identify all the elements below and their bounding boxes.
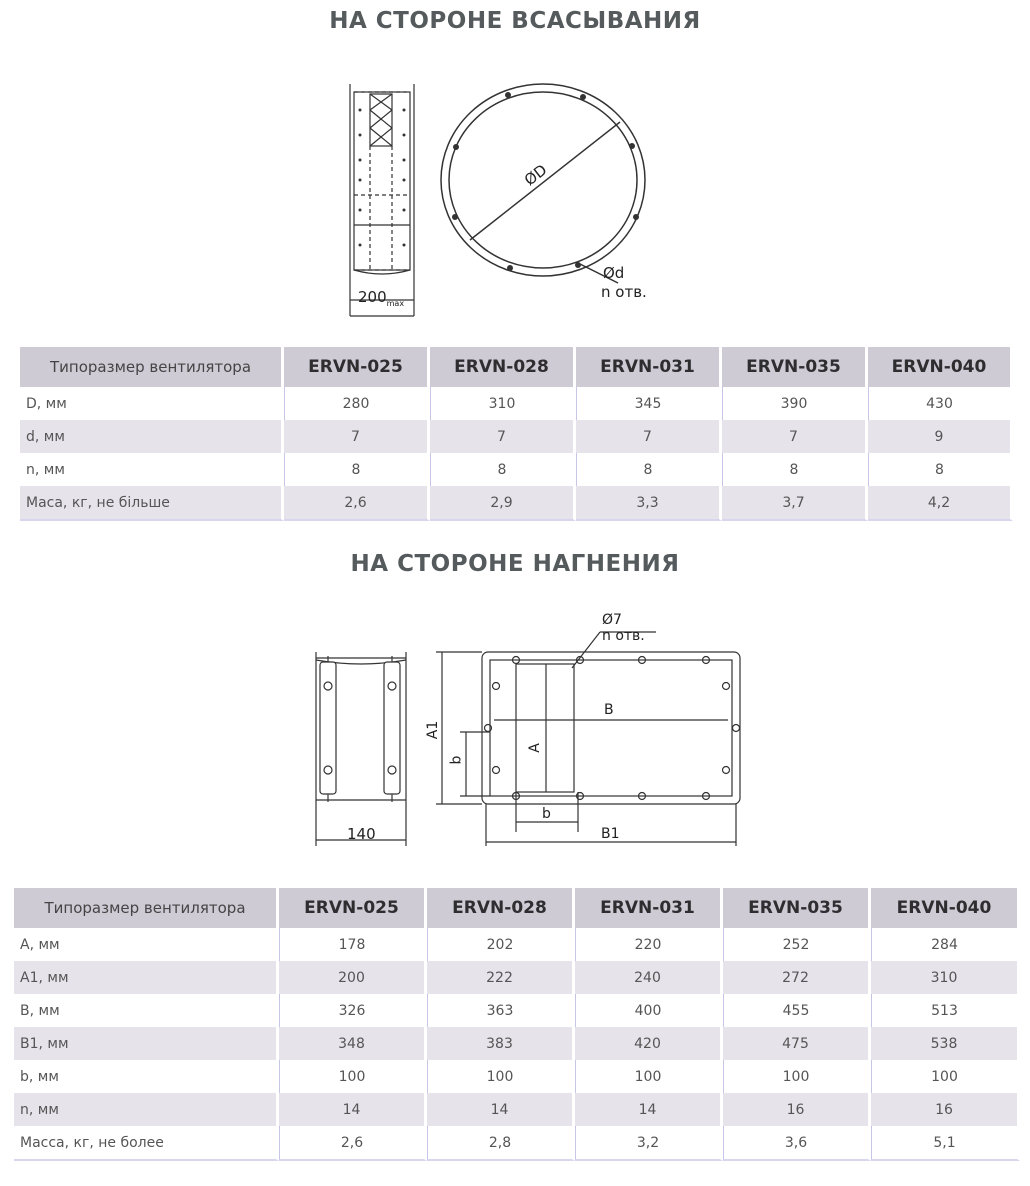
heading-suction-side: НА СТОРОНЕ ВСАСЫВАНИЯ xyxy=(329,8,701,34)
row-label: b, мм xyxy=(14,1060,279,1093)
table-cell: 9 xyxy=(868,420,1013,453)
table-cell: 2,8 xyxy=(427,1126,575,1161)
table-cell: 513 xyxy=(871,994,1020,1027)
table-row xyxy=(14,1060,1020,1093)
table-cell: 326 xyxy=(279,994,427,1027)
table-cell: 3,7 xyxy=(722,486,868,521)
table-cell: 430 xyxy=(868,387,1013,420)
table-cell: 7 xyxy=(576,420,722,453)
table-cell: 3,6 xyxy=(723,1126,871,1161)
header-model: ERVN-035 xyxy=(722,347,868,387)
row-label: n, мм xyxy=(20,453,284,486)
table-cell: 178 xyxy=(279,928,427,961)
table-cell: 4,2 xyxy=(868,486,1013,521)
table-header-row xyxy=(20,347,1013,387)
row-label: n, мм xyxy=(14,1093,279,1126)
row-label: Масса, кг, не более xyxy=(14,1126,279,1161)
header-size-label: Типоразмер вентилятора xyxy=(20,347,284,387)
dim-hole-d: Ød xyxy=(603,264,625,282)
header-model: ERVN-025 xyxy=(284,347,430,387)
table-cell: 8 xyxy=(430,453,576,486)
table-cell: 100 xyxy=(723,1060,871,1093)
header-model: ERVN-028 xyxy=(430,347,576,387)
header-model: ERVN-040 xyxy=(871,888,1020,928)
header-model: ERVN-028 xyxy=(427,888,575,928)
table-cell: 100 xyxy=(871,1060,1020,1093)
suction-side-view-drawing xyxy=(340,80,430,320)
heading-discharge-side: НА СТОРОНЕ НАГНЕНИЯ xyxy=(350,551,680,577)
table-cell: 310 xyxy=(871,961,1020,994)
row-label: A1, мм xyxy=(14,961,279,994)
table-cell: 475 xyxy=(723,1027,871,1060)
table-cell: 7 xyxy=(430,420,576,453)
header-model: ERVN-025 xyxy=(279,888,427,928)
table-row xyxy=(20,387,1013,420)
row-label: B1, мм xyxy=(14,1027,279,1060)
table-cell: 14 xyxy=(427,1093,575,1126)
suction-front-view-drawing xyxy=(438,80,678,310)
table-cell: 2,9 xyxy=(430,486,576,521)
table-header-row xyxy=(14,888,1020,928)
table-cell: 538 xyxy=(871,1027,1020,1060)
dim-b-horizontal: b xyxy=(542,806,551,822)
header-size-label: Типоразмер вентилятора xyxy=(14,888,279,928)
table-cell: 455 xyxy=(723,994,871,1027)
table-cell: 8 xyxy=(868,453,1013,486)
table-cell: 363 xyxy=(427,994,575,1027)
discharge-spec-table xyxy=(14,888,1020,1161)
table-cell: 2,6 xyxy=(279,1126,427,1161)
row-label: A, мм xyxy=(14,928,279,961)
table-cell: 310 xyxy=(430,387,576,420)
dim-B1: B1 xyxy=(601,826,620,842)
table-row xyxy=(20,453,1013,486)
table-row xyxy=(14,1027,1020,1060)
table-row xyxy=(14,1126,1020,1161)
table-cell: 100 xyxy=(279,1060,427,1093)
dim-diameter-D: ØD xyxy=(520,160,551,190)
table-cell: 200 xyxy=(279,961,427,994)
table-cell: 202 xyxy=(427,928,575,961)
dim-hole-7: Ø7 xyxy=(602,612,622,628)
table-row xyxy=(14,928,1020,961)
table-cell: 100 xyxy=(427,1060,575,1093)
table-cell: 348 xyxy=(279,1027,427,1060)
header-model: ERVN-035 xyxy=(723,888,871,928)
table-row xyxy=(20,486,1013,521)
table-cell: 252 xyxy=(723,928,871,961)
table-cell: 3,2 xyxy=(575,1126,723,1161)
table-cell: 14 xyxy=(279,1093,427,1126)
dim-A1: A1 xyxy=(425,720,442,740)
header-model: ERVN-031 xyxy=(576,347,722,387)
discharge-side-view-drawing xyxy=(306,648,416,853)
row-label: d, мм xyxy=(20,420,284,453)
discharge-front-view-drawing xyxy=(430,620,750,850)
table-cell: 8 xyxy=(284,453,430,486)
table-cell: 8 xyxy=(576,453,722,486)
table-cell: 7 xyxy=(284,420,430,453)
row-label: Маса, кг, не більше xyxy=(20,486,284,521)
row-label: D, мм xyxy=(20,387,284,420)
dim-b-vertical: b xyxy=(448,755,465,765)
dim-width-suction: $200_{max}$ xyxy=(358,288,405,308)
table-row xyxy=(14,1093,1020,1126)
table-cell: 272 xyxy=(723,961,871,994)
header-model: ERVN-031 xyxy=(575,888,723,928)
dim-B: B xyxy=(604,702,614,718)
table-cell: 100 xyxy=(575,1060,723,1093)
table-cell: 420 xyxy=(575,1027,723,1060)
table-cell: 240 xyxy=(575,961,723,994)
table-row xyxy=(20,420,1013,453)
holes-label-suction: n отв. xyxy=(601,283,647,301)
table-cell: 284 xyxy=(871,928,1020,961)
table-cell: 16 xyxy=(723,1093,871,1126)
table-cell: 3,3 xyxy=(576,486,722,521)
table-cell: 383 xyxy=(427,1027,575,1060)
suction-spec-table xyxy=(20,347,1013,521)
header-model: ERVN-040 xyxy=(868,347,1013,387)
dim-width-discharge: 140 xyxy=(347,825,376,843)
table-cell: 220 xyxy=(575,928,723,961)
table-cell: 5,1 xyxy=(871,1126,1020,1161)
table-cell: 390 xyxy=(722,387,868,420)
table-cell: 2,6 xyxy=(284,486,430,521)
table-cell: 345 xyxy=(576,387,722,420)
table-cell: 8 xyxy=(722,453,868,486)
row-label: B, мм xyxy=(14,994,279,1027)
holes-label-discharge: n отв. xyxy=(602,628,645,644)
table-cell: 16 xyxy=(871,1093,1020,1126)
table-cell: 222 xyxy=(427,961,575,994)
table-row xyxy=(14,994,1020,1027)
table-row xyxy=(14,961,1020,994)
table-cell: 400 xyxy=(575,994,723,1027)
dim-A: A xyxy=(526,743,543,753)
table-cell: 7 xyxy=(722,420,868,453)
table-cell: 14 xyxy=(575,1093,723,1126)
table-cell: 280 xyxy=(284,387,430,420)
